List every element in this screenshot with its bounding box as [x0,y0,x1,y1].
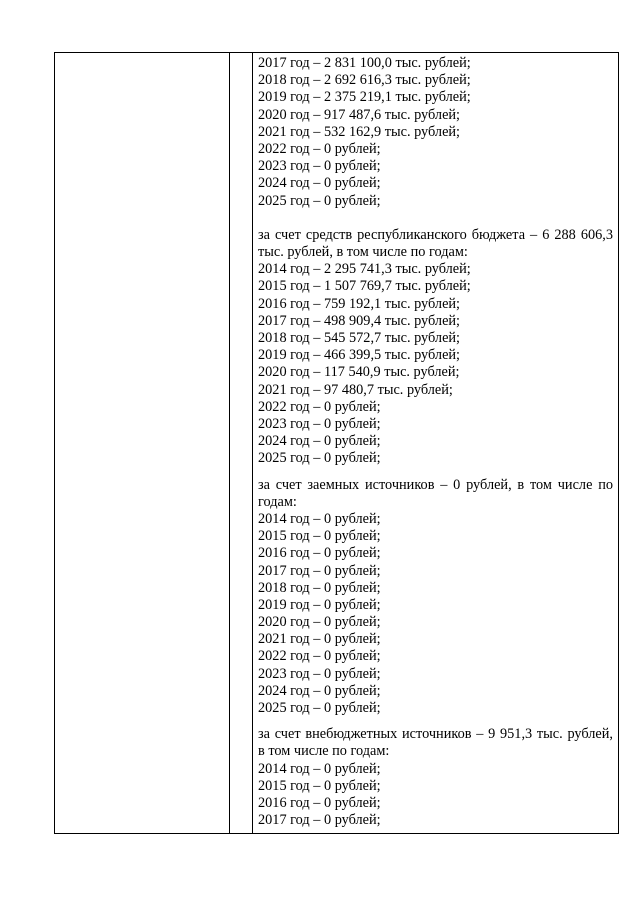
table-column-divider [229,53,230,833]
year-line: 2017 год – 0 рублей; [258,562,381,579]
year-line: 2019 год – 0 рублей; [258,596,381,613]
year-line: 2014 год – 0 рублей; [258,760,381,777]
federal-budget-years [258,55,613,210]
year-line: 2014 год – 0 рублей; [258,510,381,527]
year-line: 2016 год – 0 рублей; [258,545,381,562]
borrowed-sources-section [258,477,613,718]
year-line: 2020 год – 0 рублей; [258,614,381,631]
republic-budget-intro: за счет средств республиканского бюджета – 6 288 606,3 тыс. рублей, в том числе по годам: [258,226,613,261]
year-line: 2017 год – 0 рублей; [258,812,381,829]
borrowed-sources-intro: за счет заемных источников – 0 рублей, в том числе по годам: [258,476,613,510]
year-line: 2015 год – 0 рублей; [258,777,381,794]
funding-table [54,52,619,834]
year-line: 2016 год – 759 192,1 тыс. рублей; [258,295,461,312]
year-line: 2024 год – 0 рублей; [258,433,381,450]
year-line: 2017 год – 2 831 100,0 тыс. рублей; [258,55,471,71]
year-line: 2018 год – 0 рублей; [258,579,381,596]
year-line: 2015 год – 1 507 769,7 тыс. рублей; [258,278,471,295]
year-line: 2019 год – 2 375 219,1 тыс. рублей; [258,89,471,106]
year-line: 2016 год – 0 рублей; [258,794,381,811]
year-line: 2025 год – 0 рублей; [258,700,381,716]
year-line: 2019 год – 466 399,5 тыс. рублей; [258,347,461,364]
year-line: 2025 год – 0 рублей; [258,450,381,467]
extrabudget-sources-section [258,726,613,829]
republic-budget-section [258,227,613,468]
year-line: 2020 год – 117 540,9 тыс. рублей; [258,364,460,381]
year-line: 2023 год – 0 рублей; [258,665,381,682]
year-line: 2023 год – 0 рублей; [258,415,381,432]
funding-cell [258,55,613,829]
year-line: 2015 год – 0 рублей; [258,528,381,545]
table-column-divider [252,53,253,833]
year-line: 2020 год – 917 487,6 тыс. рублей; [258,106,461,123]
year-line: 2025 год – 0 рублей; [258,192,381,209]
year-line: 2018 год – 545 572,7 тыс. рублей; [258,330,461,347]
year-line: 2014 год – 2 295 741,3 тыс. рублей; [258,261,471,278]
year-line: 2023 год – 0 рублей; [258,158,381,175]
year-line: 2021 год – 97 480,7 тыс. рублей; [258,381,453,398]
year-line: 2024 год – 0 рублей; [258,175,381,192]
year-line: 2021 год – 532 162,9 тыс. рублей; [258,123,461,140]
year-line: 2021 год – 0 рублей; [258,631,381,648]
year-line: 2022 год – 0 рублей; [258,398,381,415]
year-line: 2022 год – 0 рублей; [258,648,381,665]
year-line: 2022 год – 0 рублей; [258,140,381,157]
year-line: 2024 год – 0 рублей; [258,682,381,699]
year-line: 2018 год – 2 692 616,3 тыс. рублей; [258,72,471,89]
extrabudget-sources-intro: за счет внебюджетных источников – 9 951,3 тыс. рублей, в том числе по годам: [258,726,613,760]
year-line: 2017 год – 498 909,4 тыс. рублей; [258,312,461,329]
